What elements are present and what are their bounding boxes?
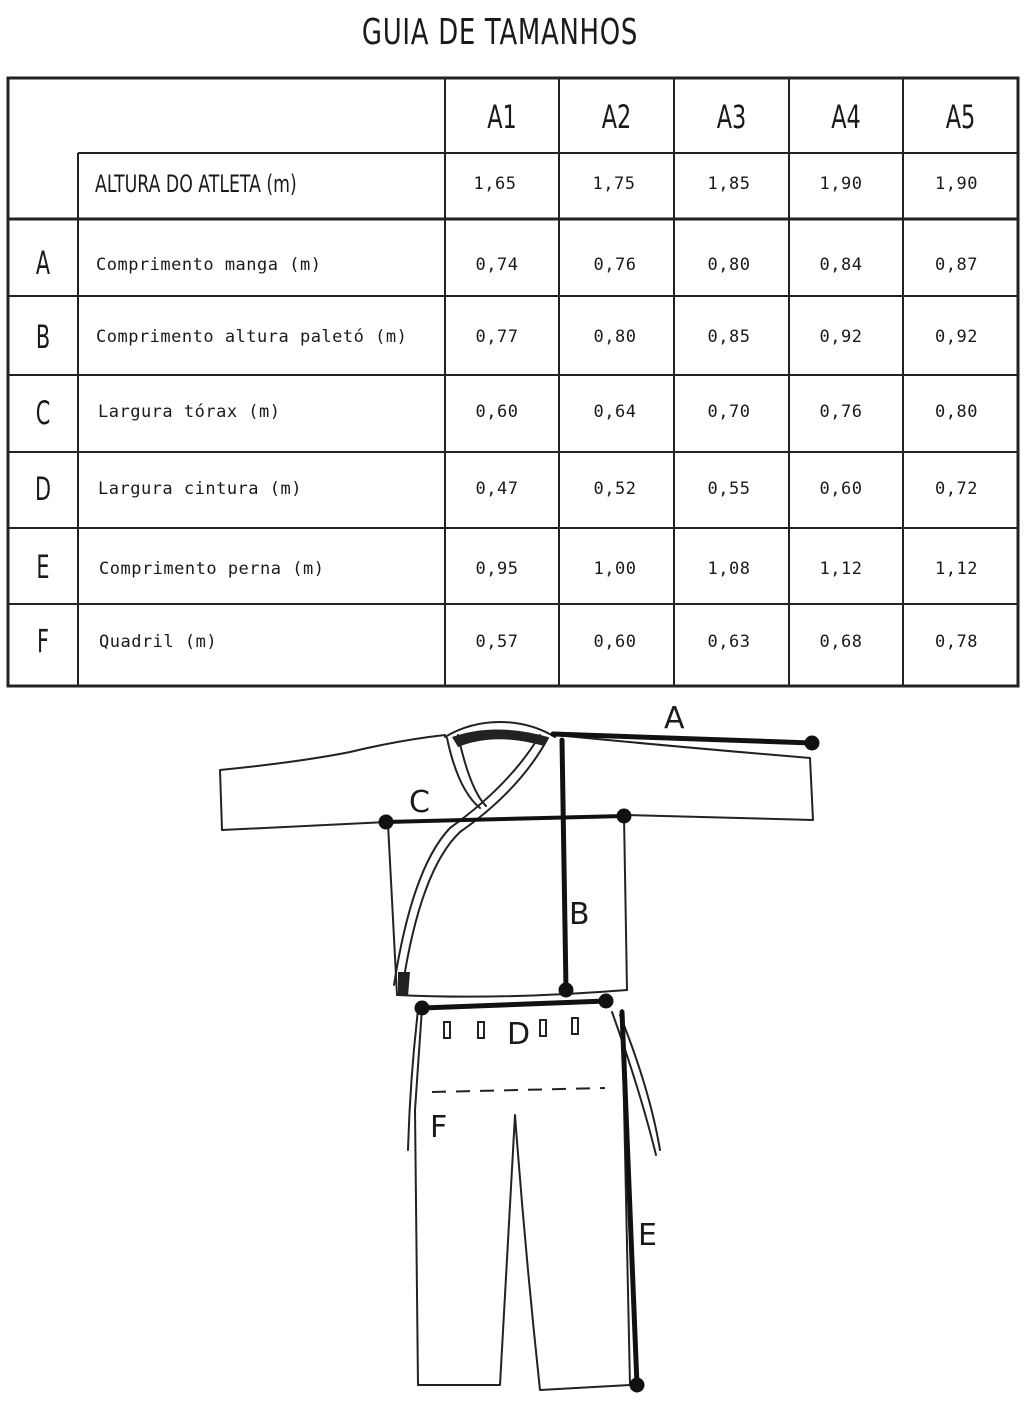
row-b-value-a3: 0,85	[707, 327, 751, 347]
row-label-c: Largura tórax (m)	[98, 402, 281, 422]
size-header-a2: A2	[601, 98, 632, 136]
row-b-value-a1: 0,77	[475, 327, 519, 347]
row-f-value-a1: 0,57	[475, 632, 519, 652]
athlete-height-a1: 1,65	[473, 174, 517, 194]
row-label-d: Largura cintura (m)	[98, 479, 302, 499]
measure-d-end	[601, 996, 611, 1006]
row-d-value-a4: 0,60	[819, 479, 863, 499]
row-letter-f: F	[37, 622, 49, 660]
row-e-value-a4: 1,12	[819, 559, 863, 579]
row-letter-e: E	[36, 548, 50, 586]
row-c-value-a3: 0,70	[707, 402, 751, 422]
row-e-value-a3: 1,08	[707, 559, 751, 579]
diagram-label-a: A	[664, 701, 685, 736]
row-a-value-a2: 0,76	[593, 255, 637, 275]
athlete-height-a5: 1,90	[935, 174, 978, 194]
page-title: GUIA DE TAMANHOS	[361, 12, 639, 53]
measure-d	[422, 1001, 606, 1008]
measure-e-end	[632, 1380, 642, 1390]
row-c-value-a1: 0,60	[475, 402, 519, 422]
row-e-value-a5: 1,12	[935, 559, 978, 579]
row-label-a: Comprimento manga (m)	[96, 255, 322, 275]
diagram-label-b: B	[569, 897, 590, 932]
row-a-value-a5: 0,87	[935, 255, 978, 275]
row-a-value-a1: 0,74	[475, 255, 519, 275]
diagram-label-c: C	[409, 785, 430, 820]
size-header-a3: A3	[716, 98, 747, 136]
diagram-label-e: E	[638, 1218, 657, 1253]
size-header-a4: A4	[831, 98, 861, 136]
row-e-value-a1: 0,95	[475, 559, 519, 579]
row-letter-c: C	[35, 394, 51, 432]
row-e-value-a2: 1,00	[593, 559, 637, 579]
row-a-value-a3: 0,80	[707, 255, 751, 275]
row-f-value-a3: 0,63	[707, 632, 751, 652]
measure-a-end	[807, 738, 817, 748]
row-b-value-a2: 0,80	[593, 327, 637, 347]
row-a-value-a4: 0,84	[819, 255, 863, 275]
hip-line-f	[432, 1088, 605, 1092]
row-label-f: Quadril (m)	[99, 632, 218, 652]
row-f-value-a2: 0,60	[593, 632, 637, 652]
measure-c-end	[619, 811, 629, 821]
row-letter-d: D	[34, 470, 52, 508]
measure-d-start	[417, 1003, 427, 1013]
row-f-value-a5: 0,78	[935, 632, 978, 652]
size-header-a1: A1	[487, 98, 517, 136]
row-c-value-a2: 0,64	[593, 402, 637, 422]
lapel-end	[398, 972, 410, 996]
row-b-value-a4: 0,92	[819, 327, 863, 347]
row-d-value-a3: 0,55	[707, 479, 751, 499]
row-label-e: Comprimento perna (m)	[99, 559, 325, 579]
size-header-a5: A5	[945, 98, 976, 136]
measure-b-end	[561, 985, 571, 995]
row-d-value-a2: 0,52	[593, 479, 637, 499]
athlete-height-label: ALTURA DO ATLETA (m)	[95, 170, 297, 198]
athlete-height-a3: 1,85	[707, 174, 751, 194]
row-d-value-a5: 0,72	[935, 479, 978, 499]
measure-c-start	[381, 817, 391, 827]
kimono-diagram	[0, 690, 1024, 1419]
row-label-b: Comprimento altura paletó (m)	[96, 327, 408, 347]
row-f-value-a4: 0,68	[819, 632, 863, 652]
row-c-value-a5: 0,80	[935, 402, 978, 422]
row-c-value-a4: 0,76	[819, 402, 863, 422]
row-d-value-a1: 0,47	[475, 479, 519, 499]
measure-b	[562, 740, 566, 990]
row-letter-b: B	[35, 318, 51, 356]
diagram-label-f: F	[430, 1110, 448, 1145]
diagram-label-d: D	[507, 1017, 531, 1052]
row-letter-a: A	[35, 244, 51, 282]
jacket-outline	[220, 722, 813, 997]
row-b-value-a5: 0,92	[935, 327, 978, 347]
athlete-height-a4: 1,90	[819, 174, 863, 194]
athlete-height-a2: 1,75	[592, 174, 636, 194]
